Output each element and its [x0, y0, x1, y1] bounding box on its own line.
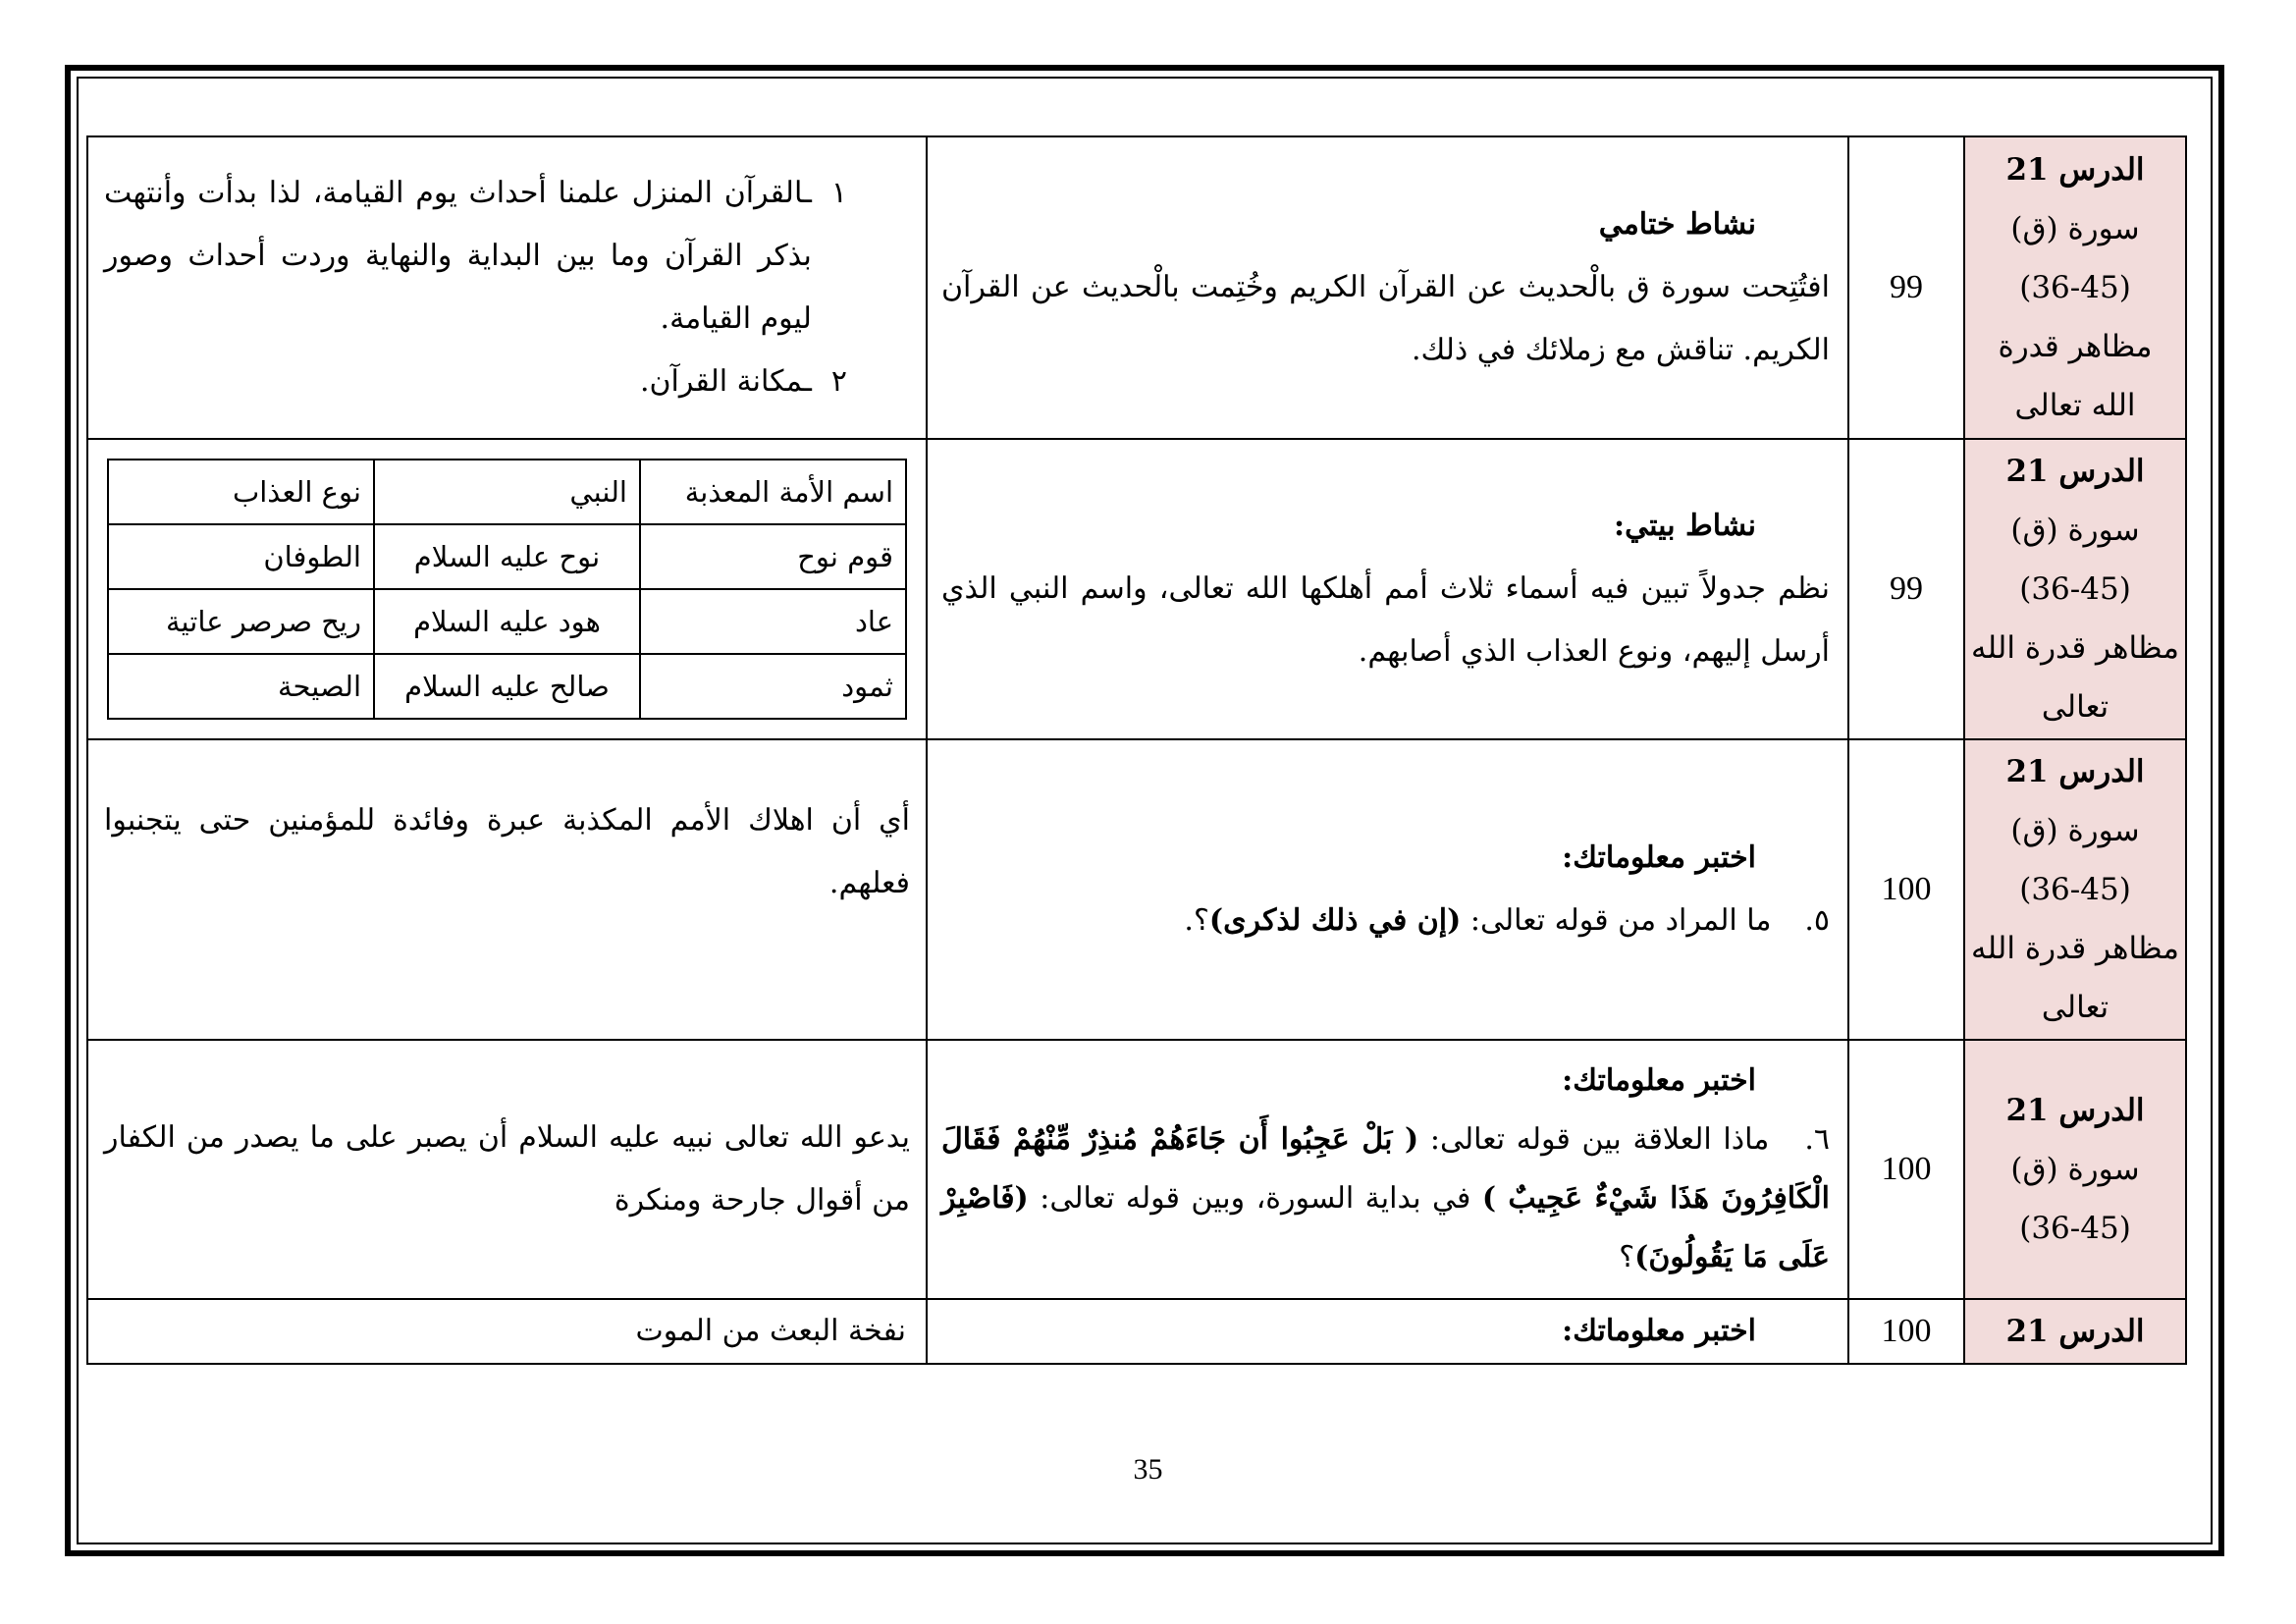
item-number: ٢	[830, 364, 847, 399]
activity-title: اختبر معلوماتك:	[1562, 1063, 1756, 1098]
lesson-cell	[1964, 1040, 2186, 1299]
lesson-cell	[1964, 1299, 2186, 1364]
table-row	[87, 1040, 2186, 1299]
prophet-cell: هود عليه السلام	[374, 589, 640, 654]
page-ref: 100	[1848, 739, 1964, 1040]
question	[941, 890, 1830, 952]
activity-text: افتُتِحت سورة ق بالْحديث عن القرآن الكريم وخُتِمت بالْحديث عن القرآن الكريم. تناقش مع زملائك في ذلك.	[941, 270, 1830, 367]
activity-title: نشاط بيتي:	[1614, 509, 1756, 543]
answer-item	[104, 162, 847, 351]
page-number: 35	[1133, 1453, 1163, 1486]
answer-item	[104, 351, 847, 413]
lesson-topic-cont: تعالى	[2041, 689, 2109, 725]
answer-cell	[87, 439, 927, 739]
lesson-title: الدرس 21	[2005, 152, 2145, 188]
table-row	[87, 739, 2186, 1040]
activity-text: نظم جدولاً تبين فيه أسماء ثلاث أمم أهلكها الله تعالى، واسم النبي الذي أرسل إليهم، ونوع العذاب الذي أصابهم.	[941, 571, 1830, 669]
activity-cell	[927, 1299, 1848, 1364]
lesson-title: الدرس 21	[2005, 454, 2145, 489]
lesson-cell	[1964, 136, 2186, 439]
surah-name: سورة (ق)	[2010, 211, 2140, 246]
answer-text: نفخة البعث من الموت	[635, 1314, 906, 1348]
lesson-title: الدرس 21	[2005, 754, 2145, 789]
nations-header-row	[108, 460, 906, 524]
activity-cell	[927, 739, 1848, 1040]
header-punishment: نوع العذاب	[108, 460, 374, 524]
lesson-topic-cont: تعالى	[2041, 990, 2109, 1025]
verse-range: (36-45)	[2019, 270, 2131, 305]
question-end: ؟	[1619, 1240, 1635, 1274]
quran-quote: ( بَلْ عَجِبُوا أَن جَاءَهُمْ مُنذِرٌ مِّنْهُمْ فَقَالَ الْكَافِرُونَ هَذَا شَيْءٌ عَجِيبٌ )	[941, 1122, 1830, 1216]
nations-table	[107, 459, 907, 720]
item-text: ـالقرآن المنزل علمنا أحداث يوم القيامة، لذا بدأت وأنتهت بذكر القرآن وما بين البداية والنهاية وردت أحداث وصور ليوم القيامة.	[104, 176, 812, 336]
page-ref: 99	[1848, 439, 1964, 739]
answer-cell	[87, 1299, 927, 1364]
quran-quote: (فَاصْبِرْ عَلَى مَا يَقُولُونَ)	[941, 1181, 1830, 1274]
quran-quote: (إن في ذلك لذكرى)	[1208, 903, 1462, 938]
activity-title: اختبر معلوماتك:	[1562, 840, 1756, 875]
question-text: ماذا العلاقة بين قوله تعالى:	[1418, 1122, 1770, 1157]
lesson-title: الدرس 21	[2005, 1093, 2145, 1128]
answer-cell	[87, 739, 927, 1040]
surah-name: سورة (ق)	[2010, 513, 2140, 548]
lesson-topic: مظاهر قدرة الله	[1971, 931, 2179, 966]
lesson-topic: مظاهر قدرة	[1998, 329, 2153, 364]
nations-row	[108, 589, 906, 654]
lesson-cell	[1964, 439, 2186, 739]
punishment-cell: الصيحة	[108, 654, 374, 719]
item-number: ١	[830, 176, 847, 210]
page-ref: 99	[1848, 136, 1964, 439]
nation-cell: ثمود	[640, 654, 906, 719]
question	[941, 1110, 1830, 1287]
answer-text: أي أن اهلاك الأمم المكذبة عبرة وفائدة للمؤمنين حتى يتجنبوا فعلهم.	[104, 803, 911, 900]
table-row	[87, 136, 2186, 439]
activity-title: نشاط ختامي	[1598, 207, 1756, 242]
question-end: ؟.	[1184, 903, 1209, 938]
table-row	[87, 1299, 2186, 1364]
activity-title: اختبر معلوماتك:	[1562, 1314, 1756, 1348]
item-text: ـمكانة القرآن.	[639, 364, 812, 399]
activity-cell	[927, 439, 1848, 739]
page-ref: 100	[1848, 1040, 1964, 1299]
punishment-cell: الطوفان	[108, 524, 374, 589]
answer-text: يدعو الله تعالى نبيه عليه السلام أن يصبر على ما يصدر من الكفار من أقوال جارحة ومنكرة	[104, 1120, 910, 1218]
header-nation: اسم الأمة المعذبة	[640, 460, 906, 524]
lesson-table	[86, 135, 2187, 1365]
question-text-cont: في بداية السورة، وبين قوله تعالى:	[1028, 1181, 1482, 1216]
verse-range: (36-45)	[2019, 1211, 2131, 1246]
header-prophet: النبي	[374, 460, 640, 524]
question-number: ٥.	[1804, 903, 1830, 938]
prophet-cell: صالح عليه السلام	[374, 654, 640, 719]
table-row	[87, 439, 2186, 739]
nations-row	[108, 524, 906, 589]
prophet-cell: نوح عليه السلام	[374, 524, 640, 589]
answer-cell	[87, 1040, 927, 1299]
lesson-topic: مظاهر قدرة الله	[1971, 630, 2179, 666]
verse-range: (36-45)	[2019, 571, 2131, 607]
nations-row	[108, 654, 906, 719]
lesson-cell	[1964, 739, 2186, 1040]
activity-cell	[927, 1040, 1848, 1299]
lesson-topic-cont: الله تعالى	[2014, 388, 2136, 423]
nation-cell: قوم نوح	[640, 524, 906, 589]
page-ref: 100	[1848, 1299, 1964, 1364]
lesson-title: الدرس 21	[2005, 1314, 2145, 1349]
nation-cell: عاد	[640, 589, 906, 654]
surah-name: سورة (ق)	[2010, 1152, 2140, 1187]
punishment-cell: ريح صرصر عاتية	[108, 589, 374, 654]
surah-name: سورة (ق)	[2010, 813, 2140, 848]
question-number: ٦.	[1804, 1122, 1830, 1157]
activity-cell	[927, 136, 1848, 439]
verse-range: (36-45)	[2019, 872, 2131, 907]
answer-cell	[87, 136, 927, 439]
question-text: ما المراد من قوله تعالى:	[1461, 903, 1772, 938]
